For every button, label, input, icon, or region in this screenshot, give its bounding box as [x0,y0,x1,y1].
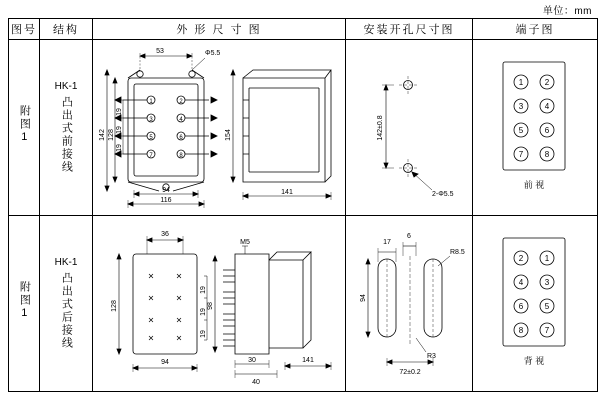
outline-svg-1 [93,40,343,214]
terminal-caption-1: 前 视 [523,180,545,190]
model-label-1: HK-1 [54,81,78,92]
dim-19-c: 19 [116,144,123,152]
terminal-num-3: 3 [149,117,153,123]
dim2m-17: 17 [383,239,391,246]
outline-svg-2 [93,216,343,390]
structure-label-1: 凸出式前接线 [60,96,73,174]
dim2-36: 36 [161,231,169,238]
dim2-19-a: 19 [200,286,207,294]
dim2m-94: 94 [360,294,367,302]
figure-no-cell-1 [9,40,40,216]
dim-53: 53 [156,48,164,55]
dim-94: 94 [162,187,170,194]
unit-note: 单位：mm [542,6,592,17]
term-num-3: 3 [518,102,524,111]
terminal-svg-2 [473,216,595,390]
term2-num-5: 6 [518,302,524,311]
terminal-num-1: 1 [149,99,153,105]
dim2m-R85: R8.5 [450,249,465,256]
terminal-num-4: 4 [179,117,183,123]
term2-num-2: 1 [544,254,550,263]
dim-phi55: Φ5.5 [205,50,221,57]
dim2-M5: M5 [240,239,250,246]
dim2-19-c: 19 [200,330,207,338]
dim-142: 142 [99,129,106,141]
terminal-num-8: 8 [179,153,183,159]
dim2-128: 128 [111,300,118,312]
structure-cell-2 [40,216,93,392]
figure-no-label-2: 附图1 [18,281,31,321]
terminal-drawing-1 [473,40,598,216]
dim2-30: 30 [248,357,256,364]
structure-cell-1 [40,40,93,216]
terminal-num-5: 5 [149,135,153,141]
dim-19-b: 19 [116,126,123,134]
terminal-num-2: 2 [179,99,183,105]
header-structure: 结构 [40,19,93,40]
dim-128: 128 [108,129,115,141]
outline-drawing-2 [93,216,346,392]
term-num-6: 6 [544,126,550,135]
terminal-num-6: 6 [179,135,183,141]
model-label-2: HK-1 [54,257,78,268]
dim-142-tol: 142±0.8 [377,115,384,141]
header-mounting: 安装开孔尺寸图 [346,19,473,40]
mounting-drawing-2 [346,216,473,392]
dim2-98: 98 [207,302,214,310]
mounting-svg-1 [346,40,470,214]
term-num-7: 7 [518,150,524,159]
figure-no-label-1: 附图1 [18,105,31,145]
terminal-svg-1 [473,40,595,214]
table-row [9,216,598,392]
dim2m-6: 6 [407,233,411,240]
table-header-row [9,19,598,40]
term2-num-7: 8 [518,326,524,335]
term2-num-6: 5 [544,302,550,311]
header-figure-no: 图号 [9,19,40,40]
term2-num-1: 2 [518,254,524,263]
outline-drawing-1 [93,40,346,216]
dim-141: 141 [281,189,293,196]
terminal-caption-2: 背 视 [523,356,545,366]
term-num-4: 4 [544,102,550,111]
dim2-40: 40 [252,379,260,386]
header-terminal: 端子图 [473,19,598,40]
dim-116: 116 [160,197,172,204]
dim-154: 154 [225,129,232,141]
structure-label-2: 凸出式后接线 [60,272,73,350]
specification-table [8,18,598,392]
dim-2-phi55: 2-Φ5.5 [432,191,454,198]
header-outline: 外 形 尺 寸 图 [93,19,346,40]
figure-no-cell-2 [9,216,40,392]
dim2-19-b: 19 [200,308,207,316]
dim2m-R3: R3 [427,353,436,360]
table-row [9,40,598,216]
term-num-5: 5 [518,126,524,135]
dim2m-72: 72±0.2 [399,369,421,376]
dim2-94: 94 [161,359,169,366]
term-num-1: 1 [518,78,524,87]
term-num-8: 8 [544,150,550,159]
term2-num-4: 3 [544,278,550,287]
term-num-2: 2 [544,78,550,87]
dim-19-a: 19 [116,108,123,116]
terminal-drawing-2 [473,216,598,392]
dim2-141: 141 [302,357,314,364]
terminal-num-7: 7 [149,153,153,159]
term2-num-3: 4 [518,278,524,287]
mounting-drawing-1 [346,40,473,216]
mounting-svg-2 [346,216,470,390]
term2-num-8: 7 [544,326,550,335]
